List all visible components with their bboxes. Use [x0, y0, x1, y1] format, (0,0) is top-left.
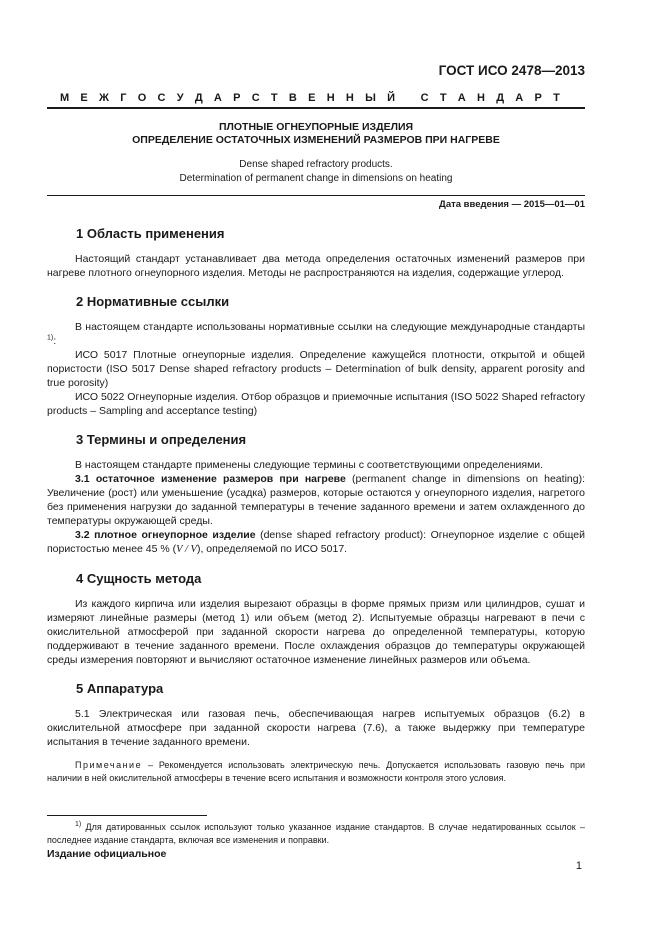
interstate-standard-letter: Н: [477, 92, 485, 104]
term-3-2-number: 3.2: [75, 529, 95, 541]
interstate-standard-letter: О: [137, 92, 147, 104]
interstate-standard-letter: Р: [233, 92, 241, 104]
term-3-1: [47, 472, 585, 528]
header-rule: [47, 107, 585, 109]
interstate-standard-letter: Ж: [99, 92, 109, 104]
interstate-standard-letter: С: [157, 92, 166, 104]
interstate-standard-letter: Д: [194, 92, 203, 104]
section-3-intro: В настоящем стандарте применены следующие термины с соответствующими определениями.: [75, 459, 544, 471]
footnote: [47, 821, 585, 847]
interstate-standard-letter: А: [213, 92, 222, 104]
footnote-text: [47, 821, 585, 847]
page-number: 1: [575, 860, 582, 872]
term-3-1-term: остаточное изменение размеров при нагреве: [95, 473, 346, 485]
section-3: [47, 432, 585, 557]
section-2: [47, 294, 585, 418]
title-russian: [47, 121, 585, 147]
interstate-standard-letter: Т: [439, 92, 447, 104]
interstate-standard-letter: Ы: [365, 92, 376, 104]
s2-p1-end: :: [53, 335, 57, 347]
interstate-standard-letter: Е: [308, 92, 316, 104]
note-label: Примечание: [75, 760, 143, 770]
interstate-standard-letter: Г: [120, 92, 127, 104]
section-3-heading: 3 Термины и определения: [76, 432, 247, 447]
interstate-standard-letter: М: [60, 92, 70, 104]
interstate-standard-letter: У: [176, 92, 184, 104]
interstate-standard-letter: Т: [553, 92, 560, 104]
title-en-line2: Determination of permanent change in dimensions on heating: [179, 172, 453, 184]
section-1-heading: 1 Область применения: [76, 226, 225, 241]
section-4-paragraph: Из каждого кирпича или изделия вырезают образцы в форме прямых призм или цилиндров, сушат и измеряют линейные размеры (метод 1) или объем (метод 2). Испытуемые образцы нагревают в печи с окислительной атмосферой при заданной скорости нагрева до определенной температуры, которую поддерживают в течение заданного времени. После охлаждения образцов до температуры окружающей среды измерения повторяют и вычисляют остаточное изменение линейных размеров или объема.: [47, 598, 585, 666]
section-5-note: [47, 759, 585, 785]
section-1: [47, 226, 585, 280]
section-2-ref-iso5022: ИСО 5022 Огнеупорные изделия. Отбор образцов и приемочные испытания (ISO 5022 Shaped refractory products – Sampling and acceptance testing): [47, 391, 585, 417]
interstate-standard-letter: А: [457, 92, 466, 104]
term-3-2-term: плотное огнеупорное изделие: [94, 529, 256, 541]
interstate-standard-letter: Н: [345, 92, 354, 104]
interstate-standard-letter: А: [515, 92, 524, 104]
section-2-ref-iso5017: ИСО 5017 Плотные огнеупорные изделия. Определение кажущейся плотности, открытой и общей пористости (ISO 5017 Dense shaped refractory products – Determination of bulk density, apparent porosity and true porosity): [47, 349, 585, 389]
interstate-standard-letter: Д: [496, 92, 505, 104]
interstate-standard-letter: Н: [326, 92, 335, 104]
section-5-heading: 5 Аппаратура: [76, 681, 164, 696]
term-3-2-definition-b: ), определяемой по ИСО 5017.: [196, 543, 348, 555]
interstate-standard-letter: Й: [387, 92, 396, 104]
interstate-standard-letter: В: [288, 92, 297, 104]
section-5: [47, 681, 585, 785]
interstate-standard-letter: Р: [534, 92, 542, 104]
official-edition: Издание официальное: [47, 848, 167, 860]
section-4: [47, 571, 585, 667]
standard-number: ГОСТ ИСО 2478—2013: [438, 63, 585, 78]
intro-date: Дата введения — 2015—01—01: [439, 199, 585, 210]
footnote-ref: 1): [47, 334, 54, 342]
section-2-heading: 2 Нормативные ссылки: [76, 294, 230, 309]
title-en-line1: Dense shaped refractory products.: [239, 159, 393, 170]
term-3-1-number: 3.1: [75, 473, 96, 485]
term-3-2-definition-a: (dense shaped refractory product): Огнеупорное изделие с общей пористостью менее 45 % (: [47, 529, 586, 555]
title-ru-line2: ОПРЕДЕЛЕНИЕ ОСТАТОЧНЫХ ИЗМЕНЕНИЙ РАЗМЕРОВ ПРИ НАГРЕВЕ: [132, 134, 500, 146]
section-1-paragraph: Настоящий стандарт устанавливает два метода определения остаточных изменений размеров при нагреве плотного огнеупорного изделия. Методы не распространяются на изделия, содержащие углерод.: [47, 253, 585, 279]
footnote-rule: [47, 815, 207, 816]
title-ru-line1: ПЛОТНЫЕ ОГНЕУПОРНЫЕ ИЗДЕЛИЯ: [218, 121, 414, 133]
document-body: [47, 226, 585, 799]
interstate-standard-letter: С: [420, 92, 429, 104]
footnote-marker: 1): [75, 821, 82, 828]
interstate-standard-letter: Т: [270, 92, 278, 104]
s2-p1-text: В настоящем стандарте использованы нормативные ссылки на следующие международные стандарты: [75, 321, 585, 333]
porosity-formula: V / V: [176, 544, 197, 555]
term-3-1-definition: (permanent change in dimensions on heating): Увеличение (рост) или уменьшение (усадка) размеров, которые остаются у огнеупорного изделия, нагретого без применения нагрузки до заданной температуры в течение заданного времени и затем охлажденного до температуры окружающей среды.: [47, 473, 585, 527]
date-rule: [47, 195, 585, 196]
title-english: [47, 158, 585, 185]
section-4-heading: 4 Сущность метода: [76, 571, 202, 586]
footnote-body: Для датированных ссылок используют только указанное издание стандартов. В случае недатированных ссылок – последнее издание стандарта, включая все изменения и поправки.: [47, 822, 585, 845]
section-5-paragraph: 5.1 Электрическая или газовая печь, обеспечивающая нагрев испытуемых образцов (6.2) в окислительной атмосфере при заданной скорости нагрева (7.6), а также выдержку при температуре испытания в течение заданного времени.: [47, 708, 585, 748]
interstate-standard-letter: [406, 92, 409, 104]
interstate-standard-letter: Е: [80, 92, 88, 104]
interstate-standard-label: [60, 92, 560, 104]
interstate-standard-letter: С: [251, 92, 260, 104]
section-2-paragraph-1: [47, 320, 585, 348]
note-text: – Рекомендуется использовать электрическую печь. Допускается использовать газовую печь при наличии в ней окислительной атмосферы в течение всего испытания и возможности контроля этого условия.: [47, 760, 585, 783]
term-3-2: [47, 528, 585, 557]
